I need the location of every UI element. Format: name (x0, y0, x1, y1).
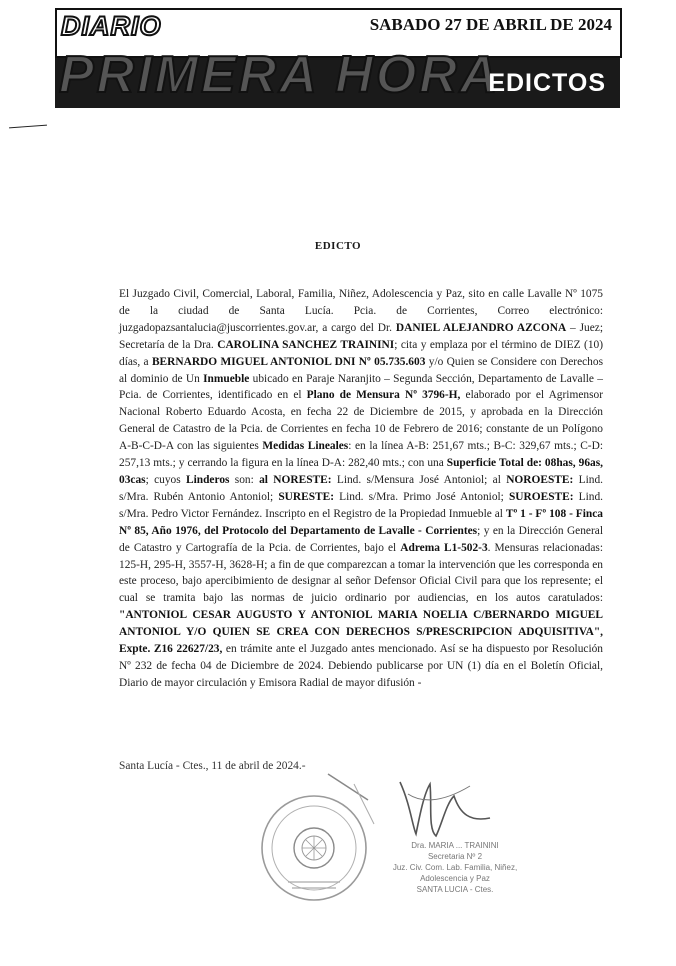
plano-mensura: Plano de Mensura Nº 3796-H, (306, 389, 461, 402)
superficie: Superficie Total de: 08has, 96as, 03cas (119, 457, 603, 486)
signer-block (370, 840, 540, 895)
handwritten-signature (380, 774, 500, 844)
masthead (55, 8, 620, 108)
document-body: El Juzgado Civil, Comercial, Laboral, Familia, Niñez, Adolescencia y Paz, sito en calle Lavalle Nº 1075 de la ciudad de Santa Lucía. Pcia. de Corrientes, Correo electrónico: juzgadopazsantalucia@juscorrientes.gov.ar, a cargo del Dr. DANIEL ALEJANDRO AZCONA – Juez; Secretaría de la Dra. CAROLINA SANCHEZ TRAININI; cita y emplaza por el término de DIEZ (10) días, a BERNARDO MIGUEL ANTONIOL DNI Nº 05.735.603 y/o Quien se Considere con Derechos al dominio de Un Inmueble ubicado en Paraje Naranjito – Segunda Sección, Departamento de Lavalle – Pcia. de Corrientes, identificado en el Plano de Mensura Nº 3796-H, elaborado por el Agrimensor Nacional Roberto Eduardo Acosta, en fecha 22 de Diciembre de 2015, y aprobada en la Dirección General de Catastro de la Pcia. de Corrientes en fecha 10 de Febrero de 2016; constante de un Polígono A-B-C-D-A con las siguientes Medidas Lineales: en la línea A-B: 251,67 mts.; B-C: 329,67 mts.; C-D: 257,13 mts.; y cerrando la figura en la línea D-A: 282,40 mts.; con una Superficie Total de: 08has, 96as, 03cas; cuyos Linderos son: al NORESTE: Lind. s/Mensura José Antoniol; al NOROESTE: Lind. s/Mra. Rubén Antonio Antoniol; SURESTE: Lind. s/Mra. Primo José Antoniol; SUROESTE: Lind. s/Mra. Pedro Victor Fernández. Inscripto en el Registro de la Propiedad Inmueble al Tº 1 - Fº 108 - Finca Nº 85, Año 1976, del Protocolo del Departamento de Lavalle - Corrientes; y en la Dirección General de Catastro y Cartografía de la Pcia. de Corrientes, bajo el Adrema L1-502-3. Mensuras relacionadas: 125-H, 295-H, 3557-H, 3628-H; a fin de que comparezcan a tomar la intervención que les corresponda en este proceso, bajo apercibimiento de designar al señor Defensor Oficial Civil para que los represente; el cual se tramita bajo las normas de juicio ordinario por audiencias, en los autos caratulados: "ANTONIOL CESAR AUGUSTO Y ANTONIOL MARIA NOELIA C/BERNARDO MIGUEL ANTONIOL Y/O QUIEN SE CREA CON DERECHOS S/PRESCRIPCION ADQUISITIVA", Expte. Z16 22627/23, en trámite ante el Juzgado antes mencionado. Así se ha dispuesto por Resolución Nº 232 de fecha 04 de Diciembre de 2024. Debiendo publicarse por UN (1) día en el Boletín Oficial, Diario de mayor circulación y Emisora Radial de mayor difusión - (119, 288, 604, 689)
adrema: Adrema L1-502-3 (400, 541, 488, 554)
court-seal-stamp (258, 764, 380, 906)
masthead-date: SABADO 27 DE ABRIL DE 2024 (369, 15, 612, 34)
masthead-section-label: EDICTOS (488, 69, 606, 97)
registro-inscripcion: Tº 1 - Fº 108 - Finca Nº 85, Año 1976, del Protocolo del Departamento de Lavalle - Corrientes (119, 507, 603, 537)
masthead-diario: DIARIO (61, 11, 162, 41)
secretary-name: CAROLINA SANCHEZ TRAININI (217, 338, 395, 351)
case-caption: "ANTONIOL CESAR AUGUSTO Y ANTONIOL MARIA NOELIA C/BERNARDO MIGUEL ANTONIOL Y/O QUIEN SE CREA CON DERECHOS S/PRESCRIPCION ADQUISITIVA", Expte. Z16 22627/23, (119, 609, 603, 656)
masthead-newspaper-name: PRIMERA HORA (59, 46, 501, 104)
closing-place-date: Santa Lucía - Ctes., 11 de abril de 2024.- (119, 760, 306, 772)
judge-name: DANIEL ALEJANDRO AZCONA (395, 321, 567, 334)
scan-mark (9, 125, 47, 129)
document-title: EDICTO (314, 240, 362, 252)
defendant-name: BERNARDO MIGUEL ANTONIOL DNI Nº 05.735.603 (151, 355, 426, 368)
signer-text: Dra. MARIA ... TRAININI Secretaria Nº 2 Juz. Civ. Com. Lab. Familia, Niñez, Adolescencia y Paz SANTA LUCIA - Ctes. (392, 841, 518, 894)
